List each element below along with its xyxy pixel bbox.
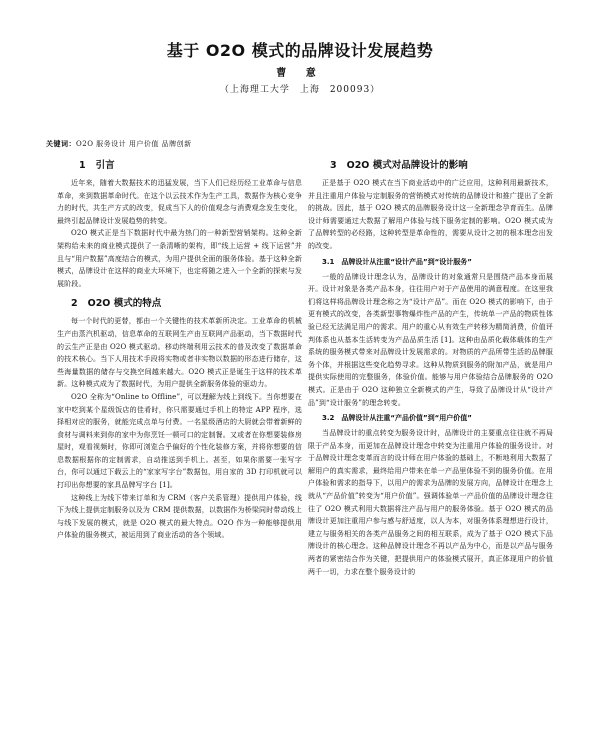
section-2-paragraph-3: 这种线上为线下带来订单和为 CRM（客户关系管理）提供用户体验，线下为线上提供定制服务以及为 CRM 提供数据，以数据作为桥梁同时带动线上与线下发展的模式，就是 O2O 模式的最大特点。O2O 作为一种能够提供用户体验的服务模式，被运用到了商业活动的各个领域。	[57, 493, 302, 540]
section-3-number: 3	[330, 160, 337, 171]
subsection-3-1-heading: 3.1 品牌设计从注重“设计产品”到“设计服务”	[322, 257, 472, 266]
section-2-number: 2	[71, 298, 78, 310]
section-1-title: 引言	[95, 160, 115, 171]
section-3-heading	[330, 160, 553, 172]
right-column	[308, 160, 553, 578]
section-3-title: O2O 模式对品牌设计的影响	[346, 160, 468, 171]
section-2-paragraph-2: O2O 全称为“Online to Offline”，可以理解为线上到线下。当你想要在家中吃到某个星级饭店的佳肴时，你只需要通过手机上的特定 APP 程序，选择相对应的服务，就能完成点单与付费。一名星级酒店的大厨就会带着新鲜的食材与调料来到你的家中为你烹饪一顿可口的定制餐。又或者在你想要装修房屋时，观看视频时，你即可浏览合乎偏好的个性化装修方案，并将你想要的信息数据根据你的定制需求，自动推送到手机上。甚至，如果你需要一张写字台，你可以通过下载云上的“家家写字台”数据包，用自家的 3D 打印机就可以打印出你想要的家具品牌写字台 [1]。	[57, 392, 302, 490]
section-2-paragraph-1: 每一个时代的更替，都由一个关键性的技术革新所决定。工业革命的机械生产由蒸汽机驱动，信息革命的互联网生产由互联网产品驱动，当下数据时代的云生产正是由 O2O 模式驱动。移动终端利用云技术的普及改变了数据革命的技术核心。当下人用技术手段将实物或者非实物以数据的形态进行储存，这些海量数据的储存与交换空间越来越大。O2O 模式正是诞生于这样的技术革新。这种模式成为了数据时代，为用户提供全新服务体验的驱动力。	[57, 317, 302, 389]
section-2-heading	[71, 298, 302, 310]
section-1-paragraph-1: 近年来，随着大数据技术的迅猛发展，当下人们已经历经工业革命与信息革命，来到数据革命时代。在这个以云技术作为生产工具，数据作为核心竞争力的时代，共生产方式的改变，促成当下人的价值观念与消费观念发生变化，最终引起品牌设计发展趋势的转变。	[57, 179, 302, 225]
section-3-paragraph-3: 当品牌设计的重点转变为服务设计时，品牌设计的主要重点往往就不再局限于产品本身，而更加在品牌设计理念中转变为注重用户体验的服务设计。对于品牌设计理念变革而言的设计师在用户体验的基础上，不断地利用大数据了解用户的真实需求，最终给用户带来在单一产品里体验不到的服务价值。在用户体验和需求的指导下，以用户的需求为品牌的发展方向，品牌设计在理念上就从“产品价值”转变为“用户价值”。强调体验单一产品价值的品牌设计理念往往了 O2O 模式利用大数据将注产品与用户的服务体验。基于 O2O 模式的品牌设计更加注重用户参与感与舒适度，以人为本，对服务体系理想进行设计，建立与服务相关的各类产品服务之间的相互联系，成为了基于 O2O 模式下品牌设计的核心理念。这种品牌设计理念不再以产品为中心，而是以产品与服务两者的紧密结合作为关键，把提供用户的体验模式展开，真正体现用户的价值两千一切，力求在整个服务设计的	[308, 429, 553, 576]
paper-title: 基于 O2O 模式的品牌设计发展趋势	[166, 41, 434, 60]
keywords-line	[46, 139, 566, 149]
left-column	[57, 160, 302, 542]
section-1-number: 1	[79, 160, 86, 171]
section-2-title: O2O 模式的特点	[87, 298, 162, 310]
section-3-paragraph-2: 一般的品牌设计理念认为，品牌设计的对象通常只是围绕产品本身而展开。设计对象是各类产品本身，往往用户对于产品使用的满意程度。在这里我们将这样将品牌设计理念称之为“设计产品”。而在 O2O 模式的影响下，由于更有模式的改变，各类新型事物爆炸性产品的产生，传统单一产品的物质性体验已经无法满足用户的需求。用户的重心从有效生产转移为精简消费，价值评判体系也从基本生活转变为产品品质生活 [1]。这种由品质化载体载体的生产系统的服务模式带来对品牌设计发展需求的。对物质的产品所带生活的品牌服务个体，并根据这些变化趋势寻求。这种从物质到服务的附加产品，就是用户提供实际使用的完整服务，体验价值。能够与用户体验结合品牌服务的 O2O 模式。正是由于 O2O 这种独立全新模式的产生，导致了品牌设计从“设计产品”到“设计服务”的理念转变。	[308, 272, 553, 407]
keywords-label: 关键词：	[46, 140, 76, 148]
subsection-3-2-heading: 3.2 品牌设计从注重“产品价值”到“用户价值”	[322, 414, 472, 423]
paper-author: 曹 意	[276, 68, 324, 79]
paper-affiliation: （上海理工大学 上海 200093）	[219, 85, 381, 95]
section-1-heading	[79, 160, 302, 172]
keywords-text: O2O 服务设计 用户价值 品牌创新	[76, 140, 192, 148]
section-3-paragraph-1: 正是基于 O2O 模式在当下商业活动中的广泛应用，这种利用最新技术，并且注重用户体验与定制服务的营销模式对传统的品牌设计和推广提出了全新的挑战。因此，基于 O2O 模式的品牌服务设计这一全新理念孕育而生。品牌设计师需要通过大数据了解用户体验与线下服务定制的影响。O2O 模式成为了品牌转型的必经路，这种转型是革命性的，需要从设计之初的根本理念出发的改变。	[308, 179, 553, 250]
section-1-paragraph-2: O2O 模式正是当下数据时代中最为热门的一种新型营销架构。这种全新架构给未来的商业模式提供了一条清晰的架构，即“线上运营 + 线下运营”并且与“用户数据”高度结合的模式，为用户提供全面的服务体验。基于这种全新模式，品牌设计在这样的商业大环境下，也定将随之进入一个全新的探索与发展阶段。	[57, 229, 302, 288]
